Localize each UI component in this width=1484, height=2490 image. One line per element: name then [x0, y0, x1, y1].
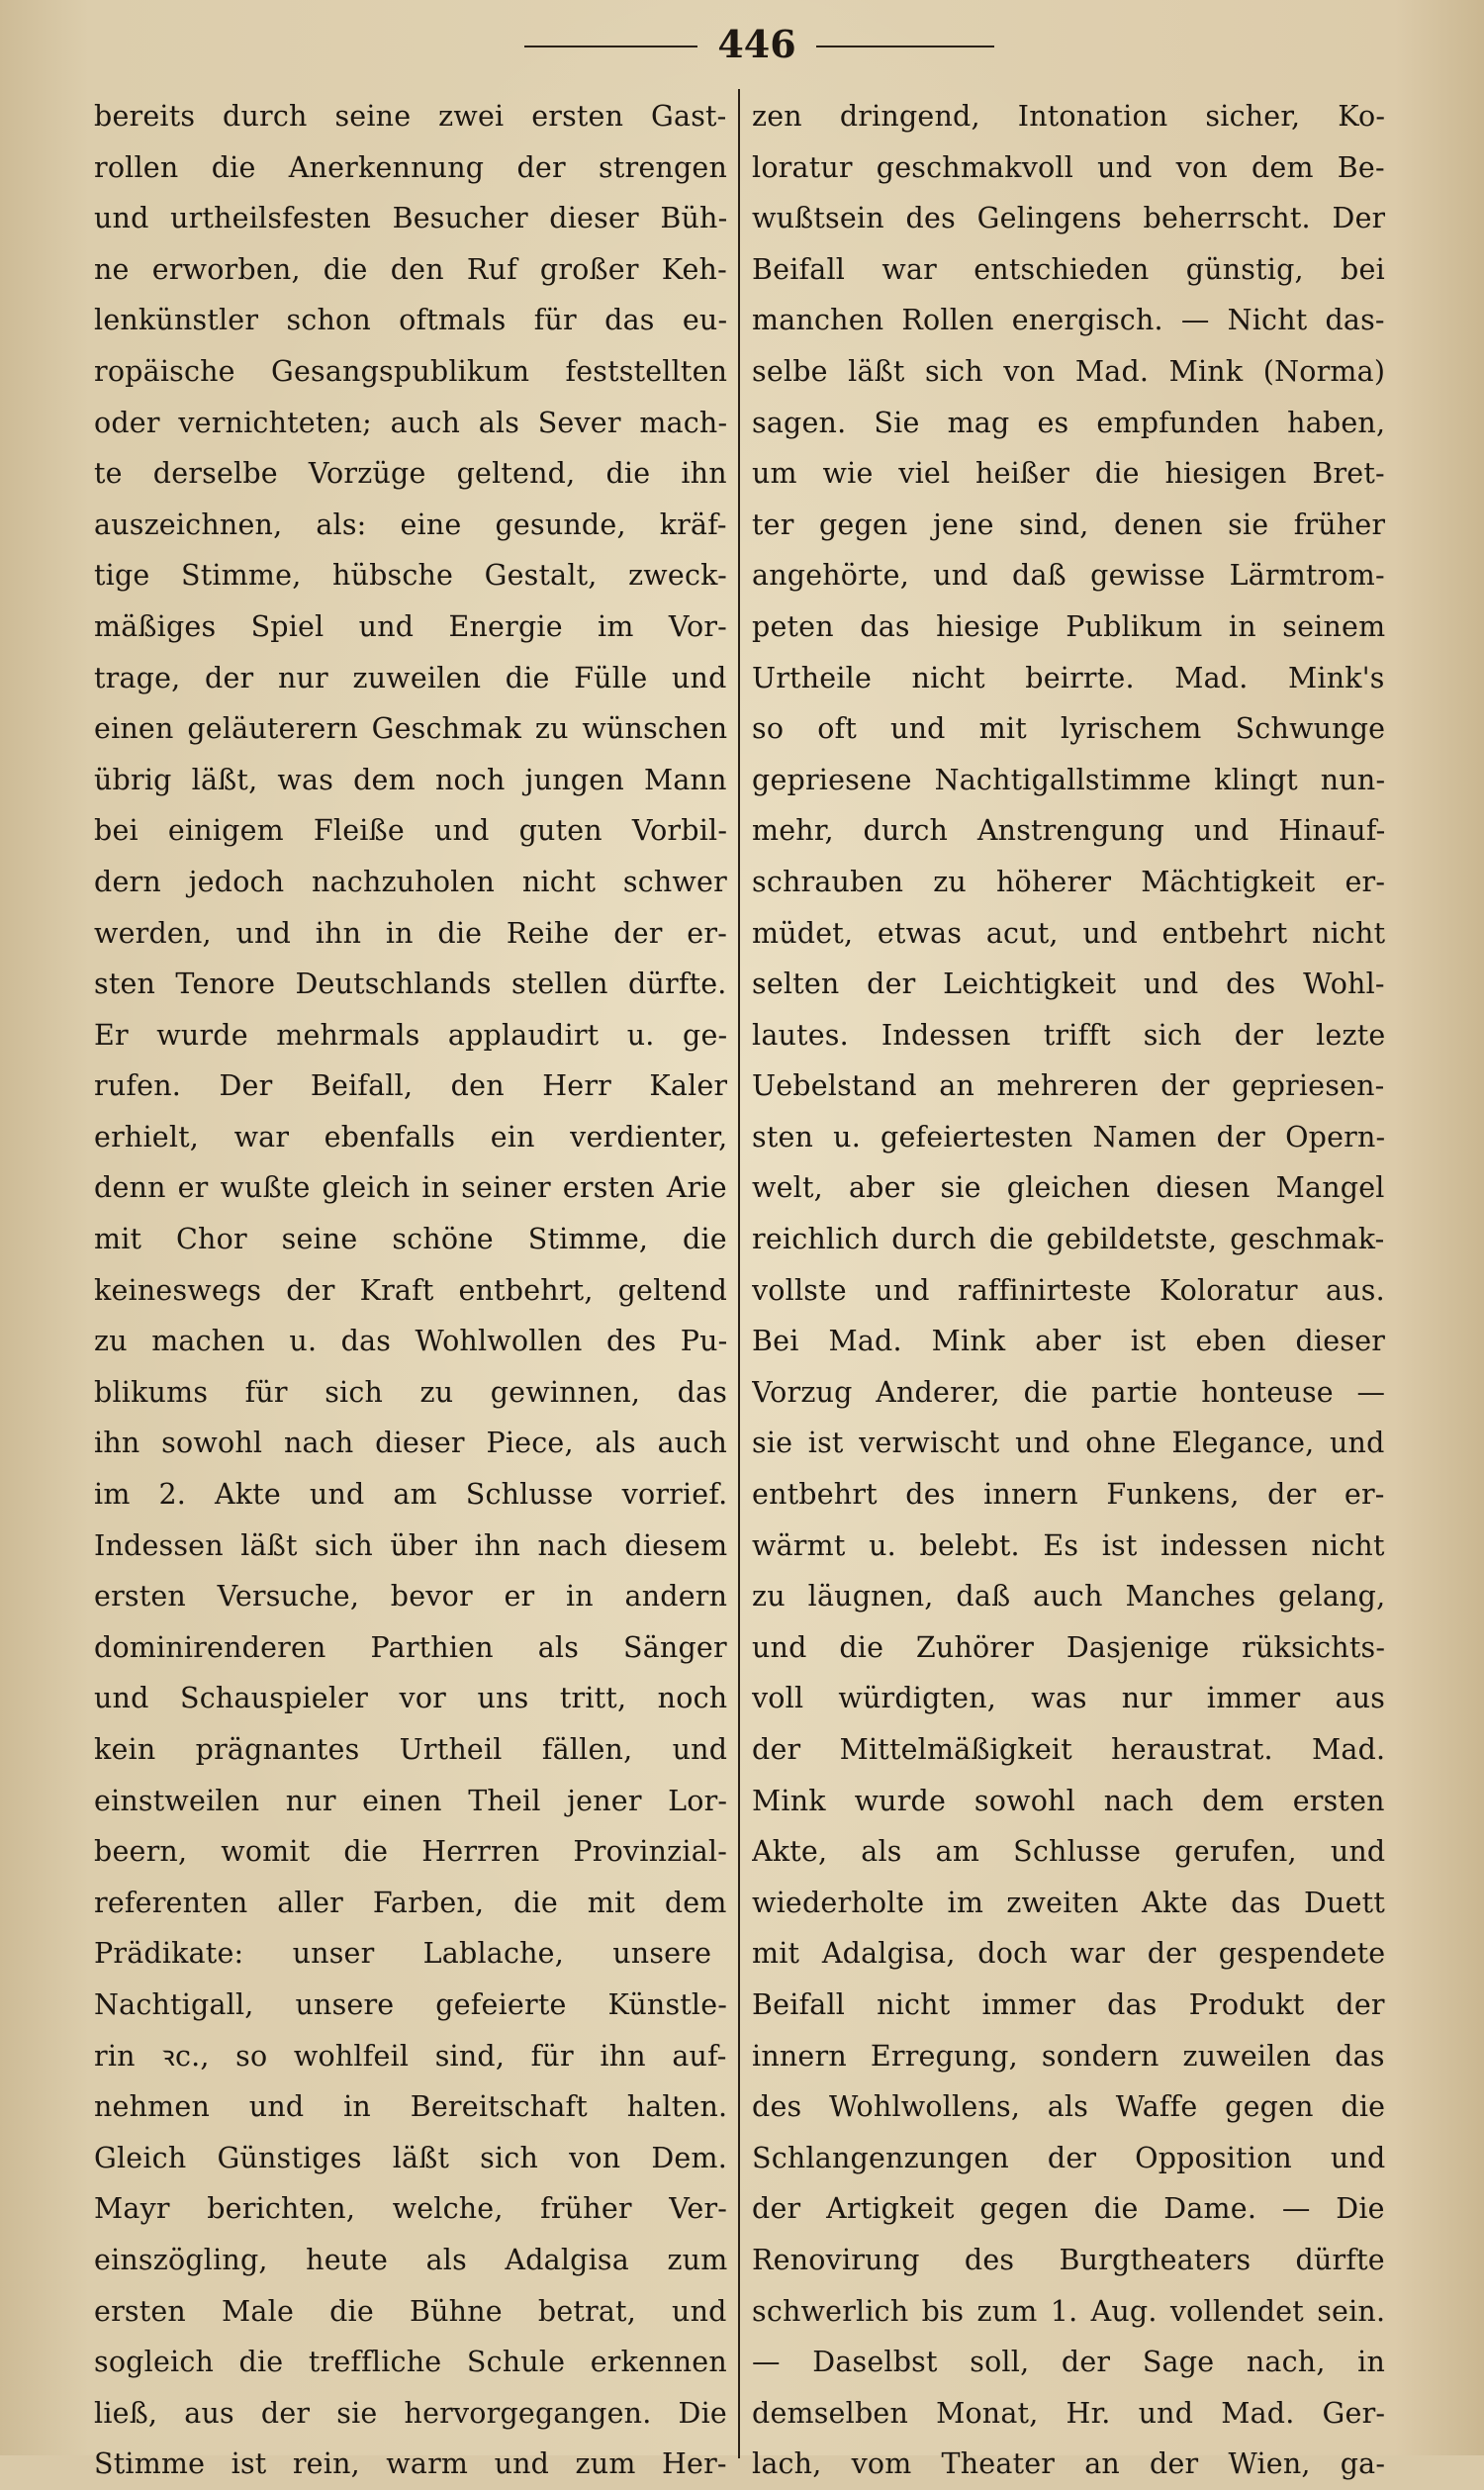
text-line: vollste und raffinirteste Koloratur aus. — [752, 1273, 1385, 1307]
text-line: ersten Versuche, bevor er in andern — [94, 1580, 727, 1614]
text-line: gepriesene Nachtigallstimme klingt nun- — [752, 763, 1385, 796]
text-line: denn er wußte gleich in seiner ersten Arie — [94, 1171, 727, 1205]
text-line: wußtsein des Gelingens beherrscht. Der — [752, 202, 1385, 235]
text-line: sie ist verwischt und ohne Elegance, und — [752, 1427, 1385, 1460]
text-line: reichlich durch die gebildetste, geschmak- — [752, 1223, 1385, 1256]
text-line: nehmen und in Bereitschaft halten. — [94, 2090, 727, 2124]
text-line: referenten aller Farben, die mit dem — [94, 1886, 727, 1919]
text-line: demselben Monat, Hr. und Mad. Ger- — [752, 2396, 1385, 2430]
text-line: im 2. Akte und am Schlusse vorrief. — [94, 1478, 727, 1512]
text-line: ropäische Gesangspublikum feststellten — [94, 354, 727, 388]
text-line: einszögling, heute als Adalgisa zum — [94, 2243, 727, 2276]
text-line: ließ, aus der sie hervorgegangen. Die — [94, 2396, 727, 2430]
text-line: selbe läßt sich von Mad. Mink (Norma) — [752, 354, 1385, 388]
text-line: einstweilen nur einen Theil jener Lor- — [94, 1784, 727, 1817]
text-line: mehr, durch Anstrengung und Hinauf- — [752, 814, 1385, 848]
text-line: Beifall nicht immer das Produkt der — [752, 1987, 1385, 2021]
text-line: Indessen läßt sich über ihn nach diesem — [94, 1528, 727, 1562]
text-line: oder vernichteten; auch als Sever mach- — [94, 406, 727, 439]
text-line: Mayr berichten, welche, früher Ver- — [94, 2192, 727, 2226]
text-line: te derselbe Vorzüge geltend, die ihn — [94, 457, 727, 491]
text-line: rin ꝛc., so wohlfeil sind, für ihn auf- — [94, 2039, 727, 2073]
text-line: Akte, als am Schlusse gerufen, und — [752, 1835, 1385, 1869]
text-line: Renovirung des Burgtheaters dürfte — [752, 2243, 1385, 2276]
text-line: Er wurde mehrmals applaudirt u. ge- — [94, 1018, 727, 1052]
text-line: mäßiges Spiel und Energie im Vor- — [94, 609, 727, 643]
text-line: so oft und mit lyrischem Schwunge — [752, 712, 1385, 746]
text-line: Uebelstand an mehreren der gepriesen- — [752, 1069, 1385, 1103]
text-line: sagen. Sie mag es empfunden haben, — [752, 406, 1385, 439]
text-line: ne erworben, die den Ruf großer Keh- — [94, 252, 727, 286]
text-line: — Daselbst soll, der Sage nach, in — [752, 2346, 1385, 2379]
text-line: Stimme ist rein, warm und zum Her- — [94, 2447, 727, 2481]
text-line: mit Chor seine schöne Stimme, die — [94, 1223, 727, 1256]
text-line: keineswegs der Kraft entbehrt, geltend — [94, 1273, 727, 1307]
text-line: blikums für sich zu gewinnen, das — [94, 1375, 727, 1409]
text-line: welt, aber sie gleichen diesen Mangel — [752, 1171, 1385, 1205]
text-line: sten u. gefeiertesten Namen der Opern- — [752, 1120, 1385, 1153]
header-rule-left — [524, 46, 697, 47]
text-line: um wie viel heißer die hiesigen Bret- — [752, 457, 1385, 491]
text-line: lautes. Indessen trifft sich der lezte — [752, 1018, 1385, 1052]
text-line: lach, vom Theater an der Wien, ga- — [752, 2447, 1385, 2481]
text-line: kein prägnantes Urtheil fällen, und — [94, 1733, 727, 1766]
text-line: der Artigkeit gegen die Dame. — Die — [752, 2192, 1385, 2226]
text-line: der Mittelmäßigkeit heraustrat. Mad. — [752, 1733, 1385, 1766]
text-line: einen geläuterern Geschmak zu wünschen — [94, 712, 727, 746]
text-line: dern jedoch nachzuholen nicht schwer — [94, 865, 727, 898]
text-line: loratur geschmakvoll und von dem Be- — [752, 150, 1385, 184]
text-line: erhielt, war ebenfalls ein verdienter, — [94, 1120, 727, 1153]
text-line: ter gegen jene sind, denen sie früher — [752, 507, 1385, 541]
text-line: innern Erregung, sondern zuweilen das — [752, 2039, 1385, 2073]
text-line: voll würdigten, was nur immer aus — [752, 1682, 1385, 1715]
text-line: zu machen u. das Wohlwollen des Pu- — [94, 1325, 727, 1358]
text-line: mit Adalgisa, doch war der gespendete — [752, 1937, 1385, 1971]
text-line: zen dringend, Intonation sicher, Ko- — [752, 100, 1385, 133]
text-line: müdet, etwas acut, und entbehrt nicht — [752, 916, 1385, 950]
text-line: Urtheile nicht beirrte. Mad. Mink's — [752, 661, 1385, 694]
text-line: lenkünstler schon oftmals für das eu- — [94, 304, 727, 337]
column-divider — [738, 89, 740, 2458]
text-line: trage, der nur zuweilen die Fülle und — [94, 661, 727, 694]
text-line: Gleich Günstiges läßt sich von Dem. — [94, 2141, 727, 2174]
text-line: bei einigem Fleiße und guten Vorbil- — [94, 814, 727, 848]
text-line: dominirenderen Parthien als Sänger — [94, 1630, 727, 1664]
text-line: Mink wurde sowohl nach dem ersten — [752, 1784, 1385, 1817]
text-line: wärmt u. belebt. Es ist indessen nicht — [752, 1528, 1385, 1562]
text-line: ersten Male die Bühne betrat, und — [94, 2294, 727, 2328]
text-line: ihn sowohl nach dieser Piece, als auch — [94, 1427, 727, 1460]
text-line: rufen. Der Beifall, den Herr Kaler — [94, 1069, 727, 1103]
text-line: zu läugnen, daß auch Manches gelang, — [752, 1580, 1385, 1614]
text-line: Beifall war entschieden günstig, bei — [752, 252, 1385, 286]
text-line: wiederholte im zweiten Akte das Duett — [752, 1886, 1385, 1919]
text-line: des Wohlwollens, als Waffe gegen die — [752, 2090, 1385, 2124]
left-text-column — [94, 91, 727, 2490]
text-line: übrig läßt, was dem noch jungen Mann — [94, 763, 727, 796]
text-line: Nachtigall, unsere gefeierte Künstle- — [94, 1987, 727, 2021]
text-line: schrauben zu höherer Mächtigkeit er- — [752, 865, 1385, 898]
text-line: werden, und ihn in die Reihe der er- — [94, 916, 727, 950]
text-line: Bei Mad. Mink aber ist eben dieser — [752, 1325, 1385, 1358]
text-line: Vorzug Anderer, die partie honteuse — — [752, 1375, 1385, 1409]
text-line: schwerlich bis zum 1. Aug. vollendet sein. — [752, 2294, 1385, 2328]
text-line: und urtheilsfesten Besucher dieser Büh- — [94, 202, 727, 235]
page-number: 446 — [717, 22, 796, 66]
text-line: tige Stimme, hübsche Gestalt, zweck- — [94, 559, 727, 593]
text-line: sogleich die treffliche Schule erkennen — [94, 2346, 727, 2379]
text-line: manchen Rollen energisch. — Nicht das- — [752, 304, 1385, 337]
text-line: auszeichnen, als: eine gesunde, kräf- — [94, 507, 727, 541]
text-line: rollen die Anerkennung der strengen — [94, 150, 727, 184]
text-line: Schlangenzungen der Opposition und — [752, 2141, 1385, 2174]
text-line: Prädikate: unser Lablache, unsere — [94, 1937, 712, 1971]
text-line: entbehrt des innern Funkens, der er- — [752, 1478, 1385, 1512]
text-line: sten Tenore Deutschlands stellen dürfte. — [94, 968, 727, 1001]
text-line: angehörte, und daß gewisse Lärmtrom- — [752, 559, 1385, 593]
right-text-column — [752, 91, 1385, 2490]
text-line: und die Zuhörer Dasjenige rüksichts- — [752, 1630, 1385, 1664]
text-line: peten das hiesige Publikum in seinem — [752, 609, 1385, 643]
text-line: selten der Leichtigkeit und des Wohl- — [752, 968, 1385, 1001]
text-line: und Schauspieler vor uns tritt, noch — [94, 1682, 727, 1715]
text-line: beern, womit die Herrren Provinzial- — [94, 1835, 727, 1869]
header-rule-right — [816, 46, 994, 47]
page-header — [0, 10, 1484, 79]
text-line: bereits durch seine zwei ersten Gast- — [94, 100, 727, 133]
